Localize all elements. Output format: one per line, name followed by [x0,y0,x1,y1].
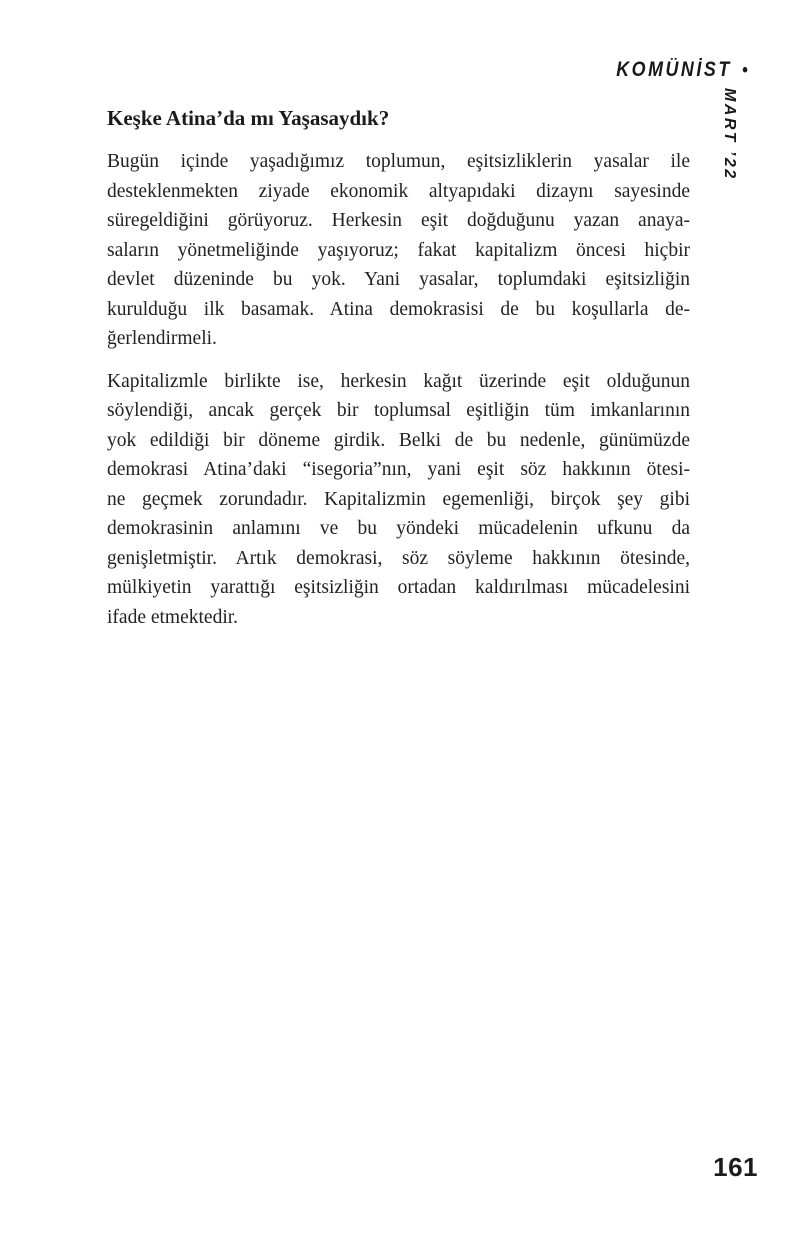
text-line: süregeldiğini görüyoruz. Herkesin eşit doğduğunu yazan anaya- [107,210,690,231]
text-line: ğerlendirmeli. [107,328,217,349]
running-head [617,58,748,82]
text-line: desteklenmekten ziyade ekonomik altyapıdaki dizaynı sayesinde [107,180,690,202]
paragraph [107,147,690,354]
journal-title: KOMÜNİST [616,58,733,81]
issue-date-vertical: MART ’22 [721,88,738,181]
text-line: demokrasinin anlamını ve bu yöndeki mücadelenin ufkunu da [107,518,690,539]
text-line: kurulduğu ilk basamak. Atina demokrasisi de bu koşullarla de- [107,298,690,320]
article-heading: Keşke Atina’da mı Yaşasaydık? [107,106,390,130]
text-line: ne geçmek zorundadır. Kapitalizmin egemenliği, birçok şey gibi [107,488,690,510]
text-line: Kapitalizmle birlikte ise, herkesin kağıt üzerinde eşit olduğunun [107,370,690,392]
text-line: Bugün içinde yaşadığımız toplumun, eşitsizliklerin yasalar ile [107,151,690,172]
text-line: söylendiği, ancak gerçek bir toplumsal eşitliğin tüm imkanlarının [107,400,690,421]
page-number: 161 [713,1152,758,1182]
text-line: demokrasi Atina’daki “isegoria”nın, yani eşit söz hakkının ötesi- [107,459,690,480]
bullet-separator: • [742,60,748,81]
paragraph [107,367,690,633]
text-line: saların yönetmeliğinde yaşıyoruz; fakat kapitalizm öncesi hiçbir [107,239,690,261]
text-line: devlet düzeninde bu yok. Yani yasalar, toplumdaki eşitsizliğin [107,269,690,290]
text-line: ifade etmektedir. [107,606,239,628]
text-line: genişletmiştir. Artık demokrasi, söz söyleme hakkının ötesinde, [107,547,690,569]
text-line: yok edildiği bir döneme girdik. Belki de bu nedenle, günümüzde [107,429,690,451]
article [107,104,690,645]
article-body [107,147,690,632]
text-line: mülkiyetin yarattığı eşitsizliğin ortadan kaldırılması mücadelesini [107,577,690,598]
